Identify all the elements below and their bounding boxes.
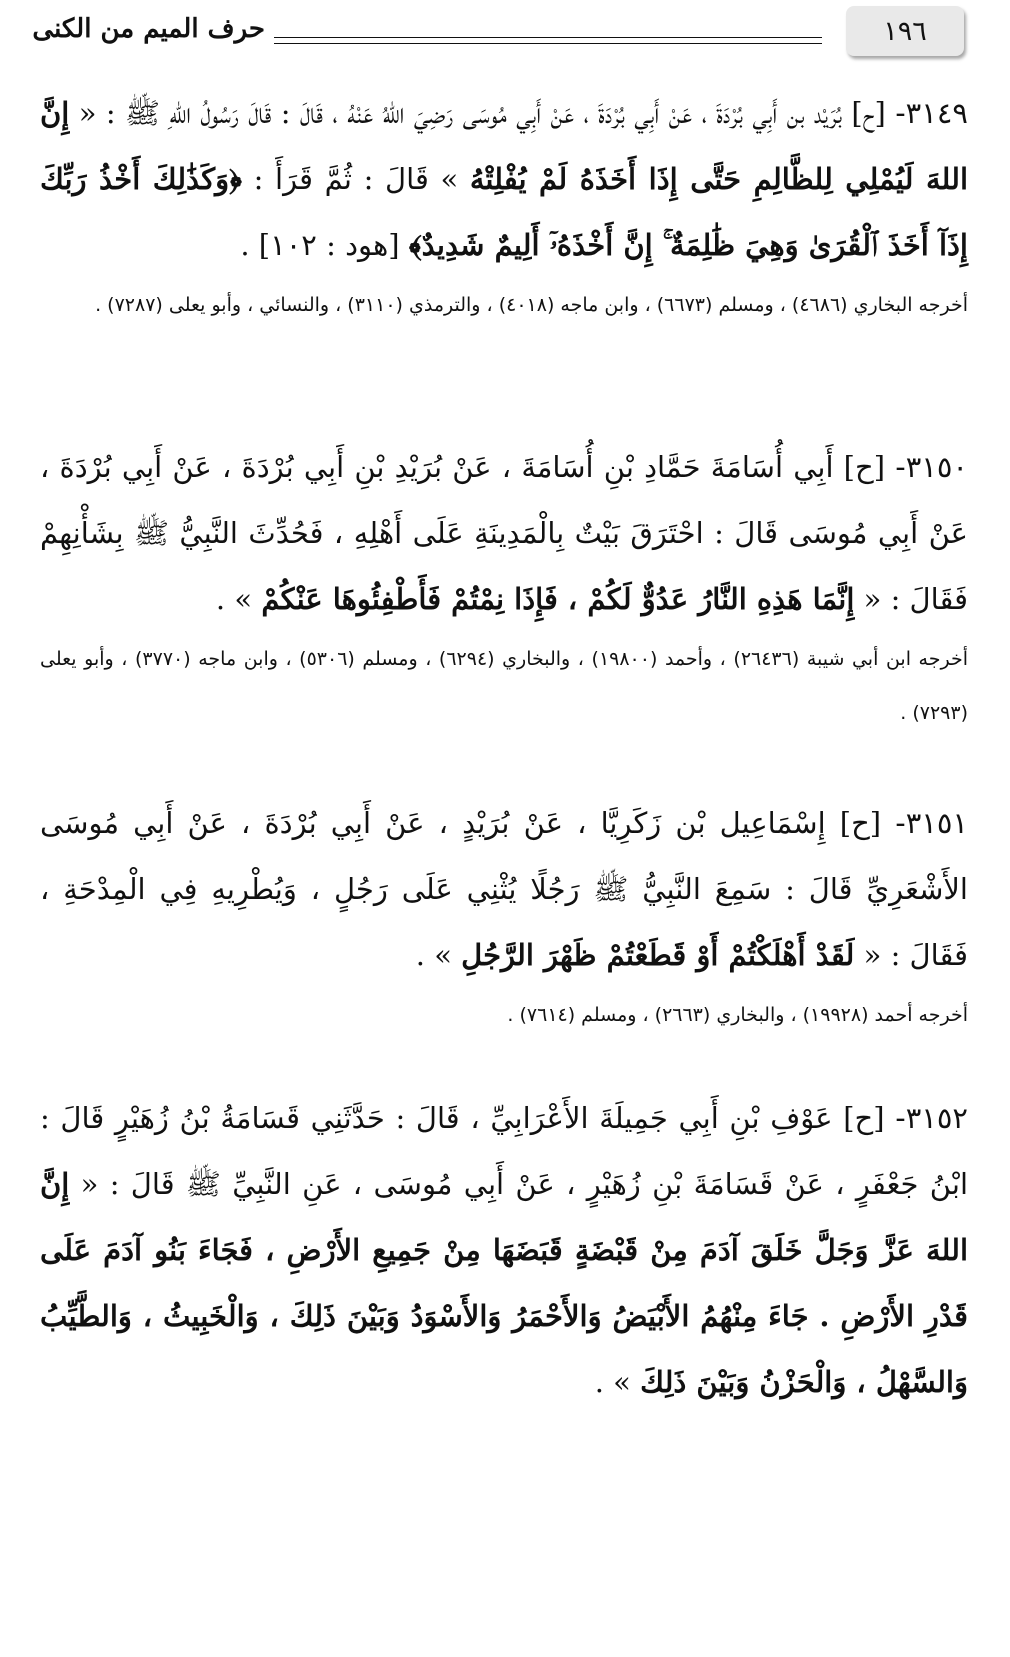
header-rule	[274, 37, 822, 38]
page-header	[0, 0, 1010, 70]
hadith-continuation: » .	[215, 582, 262, 616]
takhrij-note: أخرجه البخاري (٤٦٨٦) ، ومسلم (٦٦٧٣) ، وابن ماجه (٤٠١٨) ، والترمذي (٣١١٠) ، والنسائي ، وأبو يعلى (٧٢٨٧) .	[95, 294, 968, 316]
hadith-entry-3150	[40, 434, 968, 740]
prophetic-saying: إِنَّ اللهَ لَيُمْلِي لِلظَّالِمِ حَتَّى إِذَا أَخَذَهُ لَمْ يُفْلِتْهُ	[40, 96, 969, 196]
hadith-entry-3152	[40, 1085, 968, 1415]
hadith-chain: [ح] بُرَيْد بن أَبِي بُرْدَةَ ، عَنْ أَبِي بُرْدَةَ ، عَنْ أَبِي مُوسَى رَضِيَ اللهُ عَنْهُ ، قَالَ : قَالَ رَسُولُ اللهِ ﷺ : «	[69, 96, 886, 130]
hadith-number: ٣١٥٢-	[884, 1101, 968, 1135]
hadith-text	[40, 80, 968, 278]
takhrij-note: أخرجه ابن أبي شيبة (٢٦٤٣٦) ، وأحمد (١٩٨٠٠) ، والبخاري (٦٢٩٤) ، ومسلم (٥٣٠٦) ، وابن ماجه (٣٧٧٠) ، وأبو يعلى (٧٢٩٣) .	[40, 648, 968, 724]
hadith-number: ٣١٥١-	[881, 806, 968, 840]
quran-verse: ﴿وَكَذَٰلِكَ أَخْذُ رَبِّكَ إِذَآ أَخَذَ ٱلْقُرَىٰ وَهِيَ ظَٰلِمَةٌ ۚ إِنَّ أَخْذَهُۥٓ أَلِيمٌ شَدِيدٌ﴾	[40, 162, 968, 262]
hadith-entry-3151	[40, 790, 968, 1042]
header-rule	[274, 43, 822, 44]
hadith-continuation: » .	[594, 1365, 641, 1399]
running-title: حرف الميم من الكنى	[32, 14, 265, 44]
hadith-chain: [ح] أَبِي أُسَامَةَ حَمَّادِ بْنِ أُسَامَةَ ، عَنْ بُرَيْدِ بْنِ أَبِي بُرْدَةَ ، عَنْ أَبِي بُرْدَةَ ، عَنْ أَبِي مُوسَى قَالَ : احْتَرَقَ بَيْتٌ بِالْمَدِينَةِ عَلَى أَهْلِهِ ، فَحُدِّثَ النَّبِيُّ ﷺ بِشَأْنِهِمْ فَقَالَ : «	[40, 450, 968, 616]
prophetic-saying: إِنَّمَا هَذِهِ النَّارُ عَدُوٌّ لَكُمْ ، فَإِذَا نِمْتُمْ فَأَطْفِئُوهَا عَنْكُمْ	[261, 582, 855, 616]
hadith-continuation: » قَالَ : ثُمَّ قَرَأَ :	[241, 162, 470, 196]
hadith-text	[40, 790, 968, 988]
hadith-entry-3149	[40, 80, 968, 332]
hadith-number: ٣١٥٠-	[885, 450, 968, 484]
prophetic-saying: إِنَّ اللهَ عَزَّ وَجَلَّ خَلَقَ آدَمَ مِنْ قَبْضَةٍ قَبَضَهَا مِنْ جَمِيعِ الأَرْضِ ، فَجَاءَ بَنُو آدَمَ عَلَى قَدْرِ الأَرْضِ . جَاءَ مِنْهُمُ الأَبْيَضُ وَالأَحْمَرُ وَالأَسْوَدُ وَبَيْنَ ذَلِكَ ، وَالْخَبِيثُ ، وَالطَّيِّبُ وَالسَّهْلُ ، وَالْحَزْنُ وَبَيْنَ ذَلِكَ	[40, 1167, 968, 1399]
hadith-chain: [ح] عَوْفِ بْنِ أَبِي جَمِيلَةَ الأَعْرَابِيِّ ، قَالَ : حَدَّثَنِي قَسَامَةُ بْنُ زُهَيْرٍ قَالَ : ابْنُ جَعْفَرٍ ، عَنْ قَسَامَةَ بْنِ زُهَيْرٍ ، عَنْ أَبِي مُوسَى ، عَنِ النَّبِيِّ ﷺ قَالَ : «	[40, 1101, 968, 1201]
hadith-text	[40, 1085, 968, 1415]
verse-reference: [هود : ١٠٢] .	[240, 228, 409, 262]
page-number: ١٩٦	[846, 6, 964, 56]
hadith-continuation: » .	[415, 938, 462, 972]
prophetic-saying: لَقَدْ أَهْلَكْتُمْ أَوْ قَطَعْتُمْ ظَهْرَ الرَّجُلِ	[461, 938, 855, 972]
takhrij-note: أخرجه أحمد (١٩٩٢٨) ، والبخاري (٢٦٦٣) ، ومسلم (٧٦١٤) .	[507, 1004, 968, 1026]
hadith-chain: [ح] إِسْمَاعِيل بْن زَكَرِيَّا ، عَنْ بُرَيْدٍ ، عَنْ أَبِي بُرْدَةَ ، عَنْ أَبِي مُوسَى الأَشْعَرِيِّ قَالَ : سَمِعَ النَّبِيُّ ﷺ رَجُلًا يُثْنِي عَلَى رَجُلٍ ، وَيُطْرِيهِ فِي الْمِدْحَةِ ، فَقَالَ : «	[40, 806, 968, 972]
hadith-number: ٣١٤٩-	[885, 96, 968, 130]
hadith-text	[40, 434, 968, 632]
